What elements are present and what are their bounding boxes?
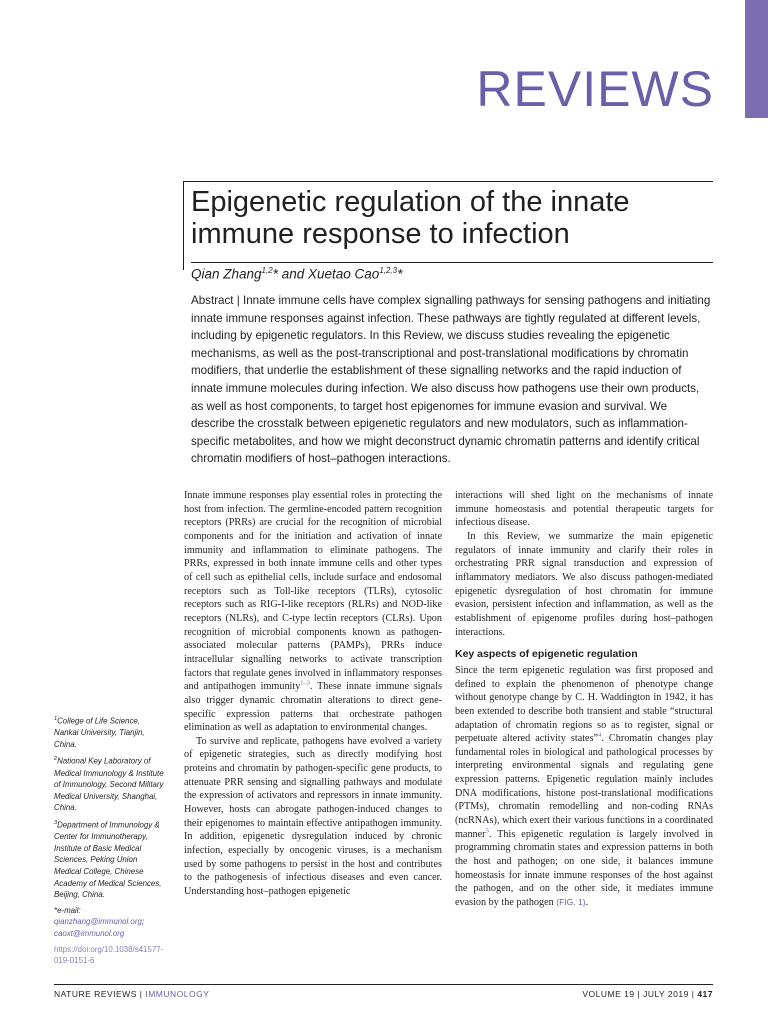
author-mark: * [272,266,278,282]
footer-journal-name: IMMUNOLOGY [145,989,210,999]
abstract [191,292,713,468]
footer-volume: VOLUME 19 [582,989,635,999]
body-column-right [455,489,713,910]
body-text: . This epigenetic regulation is largely involved in programming chromatin states and expression patterns in both the host and pathogen; on one side, it balances immune homeostasis for innate immune responses of the host against the pathogen, and on the other side, it mediates immune evasion by the pathogen [455,828,713,909]
section-heading: Key aspects of epigenetic regulation [455,648,638,661]
citation-ref[interactable]: 1–3 [300,679,311,687]
body-paragraph: To survive and replicate, pathogens have evolved a variety of epigenetic strategies, such as directly modifying host proteins and chromatin by pathogen-specific gene products, to attenuate PRR sensing and signalling pathways and modulate the expression of activators and repressors in innate immunity. However, hosts can abrogate pathogen-induced changes to their epigenomes to maintain effective antipathogen immunity. In addition, epigenetic dysregulation induced by chronic infection, especially by oncogenic viruses, is a mechanism used by some pathogens to persist in the host and contributes to the pathogenesis of infectious diseases and even cancer. Understanding host–pathogen epigenetic [184,735,442,898]
body-text: . These innate immune signals also trigger dynamic chromatin alterations to direct gene-specific expression patterns that orchestrate pathogen elimination as well as adaptation to environmental changes. [184,681,442,734]
article-title: Epigenetic regulation of the innate immune response to infection [191,186,630,250]
author-mark: * [397,266,403,282]
abstract-text: Innate immune cells have complex signalling pathways for sensing pathogens and initiating innate immune responses against infection. These pathways are tightly regulated at different levels, including by epigenetic regulators. In this Review, we discuss studies revealing the epigenetic mechanisms, as well as the post-transcriptional and post-translational modifications by chromatin modifiers, that underlie the establishment of these signalling networks and the rapid induction of innate immune molecules during infection. We also discuss how pathogens use their own products, as well as host components, to target host epigenomes for immune evasion and survival. We describe the crosstalk between epigenetic regulators and new modulators, such as inflammation-specific metabolites, and how we might deconstruct dynamic chromatin patterns and identify critical chromatin modifiers of host–pathogen interactions. [191,294,711,466]
author-name: Xuetao Cao [308,266,380,282]
author-name: Qian Zhang [191,266,262,282]
body-text: Since the term epigenetic regulation was first proposed and defined to explain the phenomenon of phenotype change without genotype change by C. H. Waddington in 1942, it has been extended to describe both transient and stable “structural adaptation of chromatin regions so as to register, signal or perpetuate altered activity states” [455,664,713,745]
email-link[interactable]: qianzhang@immunol.org [54,917,142,927]
affiliations-sidebar [54,714,166,971]
body-text: . [585,897,589,909]
figure-ref-link[interactable]: (FIG. 1) [556,897,586,908]
section-tab-marker [745,0,768,118]
author-join: and [281,266,305,282]
title-bottom-rule [191,262,713,263]
body-paragraph [455,664,713,910]
footer-separator: | [691,989,695,999]
footer-issue [582,989,713,999]
affiliation-sup: 1 [54,716,58,722]
affiliation-text: National Key Laboratory of Medical Immunology & Institute of Immunology, Second Military Medical University, Shanghai, China. [54,757,164,813]
body-column-left [184,489,442,899]
affiliation-text: College of Life Science, Nankai University, Tianjin, China. [54,716,145,749]
title-top-rule [183,181,713,182]
doi-link[interactable]: https://doi.org/10.1038/s41577-019-0151-6 [54,944,164,966]
title-side-rule [183,182,184,270]
body-text: Innate immune responses play essential roles in protecting the host from infection. The germline-encoded pattern recognition receptors (PRRs) are crucial for the recognition of microbial components and for the initiation and activation of innate immunity and inflammation to eliminate pathogens. The PRRs, expressed in both innate immune cells and other types of cell such as epithelial cells, include surface and endosomal receptors such as Toll-like receptors (TLRs), cytosolic receptors such as RIG-I-like receptors (RLRs) and NOD-like receptors (NLRs), and C-type lectin receptors (CLRs). Upon recognition of microbial components known as pathogen-associated molecular patterns (PAMPs), PRRs induce intracellular signalling networks to activate transcription factors that regulate genes involved in inflammatory responses and antipathogen immunity [184,490,442,693]
email-separator: ; [141,917,145,927]
citation-ref[interactable]: 5 [485,827,489,835]
email-label: *e-mail: [54,905,81,915]
author-affil-sup: 1,2 [261,266,273,275]
correspondence [54,905,166,940]
footer-separator: | [139,989,143,999]
page-number: 417 [697,989,713,999]
email-link[interactable]: caoxt@immunol.org [54,928,125,938]
affiliation-sup: 3 [54,820,58,826]
affiliation-sup: 2 [54,756,58,763]
affiliation [54,818,166,901]
abstract-label: Abstract [191,294,234,307]
affiliation [54,754,166,814]
body-paragraph: interactions will shed light on the mechanisms of innate immune homeostasis and potential therapeutic targets for infectious disease. [455,490,713,529]
affiliation [54,714,166,750]
author-list [191,266,711,282]
footer-separator: | [637,989,641,999]
body-text: . Chromatin changes play fundamental roles in biological and pathological processes by interpreting environmental signals and regulating gene expression patterns. Epigenetic regulation mainly includes DNA modifications, histone post-translational modifications (PTMs), chromatin remodelling and non-coding RNAs (ncRNAs), which exert their various functions in a coordinated manner [455,733,713,840]
footer-journal [54,989,209,999]
footer-publisher: NATURE REVIEWS [54,989,137,999]
footer-rule [54,984,713,985]
section-label: REVIEWS [476,61,714,117]
author-affil-sup: 1,2,3 [379,266,398,275]
body-paragraph [184,489,442,735]
affiliation-text: Department of Immunology & Center for Immunotherapy, Institute of Basic Medical Sciences, Peking Union Medical College, Chinese Academy of Medical Sciences, Beijing, China. [54,820,162,900]
citation-ref[interactable]: 4 [598,731,602,739]
body-paragraph: In this Review, we summarize the main epigenetic regulators of innate immunity and clarify their roles in orchestrating PRR signal transduction and expression of inflammatory mediators. We also discuss pathogen-mediated epigenetic dysregulation of host chromatin for immune evasion, persistent infection and inflammation, as well as the establishment of epigenome profiles during host–pathogen interactions. [455,530,713,638]
abstract-separator: | [236,294,240,307]
footer-date: JULY 2019 [643,989,689,999]
